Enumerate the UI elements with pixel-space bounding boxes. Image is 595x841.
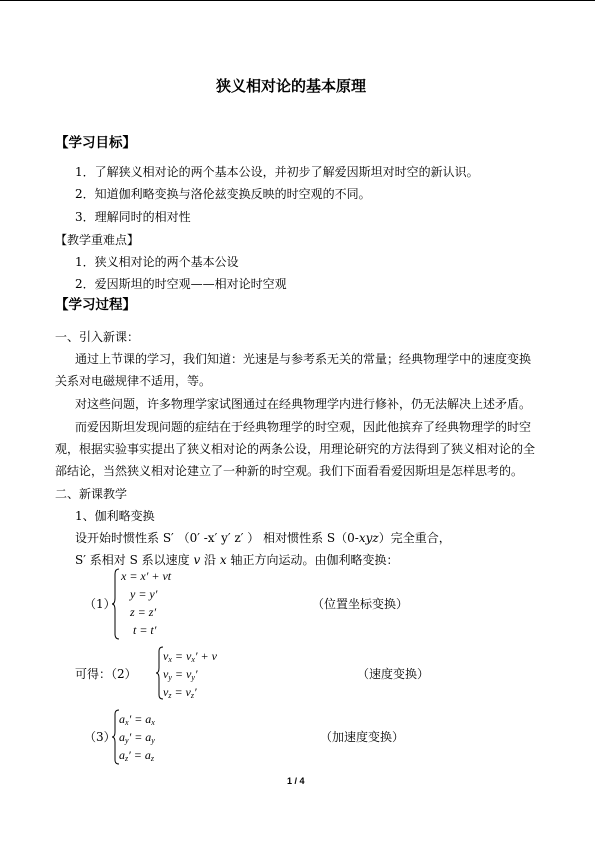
equation-line: $v_z = v_z'$ xyxy=(163,685,197,700)
intro-paragraph-line: 关系对电磁规律不适用，等。 xyxy=(55,374,212,388)
equation-line: z = z′ xyxy=(130,605,157,619)
equation-note: （速度变换） xyxy=(357,667,430,681)
equation-line: $v_x = v_x' + v$ xyxy=(163,649,217,664)
process-heading: 【学习过程】 xyxy=(55,297,136,313)
intro-paragraph-line: 通过上节课的学习，我们知道：光速是与参考系无关的常量；经典物理学中的速度变换 xyxy=(75,352,532,366)
page-title: 狭义相对论的基本原理 xyxy=(216,77,367,95)
goal-item: 2．知道伽利略变换与洛伦兹变换反映的时空观的不同。 xyxy=(75,187,371,201)
equation-line: y = y′ xyxy=(130,587,158,601)
equation-note: （位置坐标变换） xyxy=(312,597,409,611)
equation-label: （3） xyxy=(84,730,116,744)
equation-line: $a_z' = a_z$ xyxy=(119,748,154,763)
goal-item: 3．理解同时的相对性 xyxy=(75,210,191,224)
equation-line: $a_y' = a_y$ xyxy=(119,730,155,745)
equation-label: （1） xyxy=(84,597,116,611)
key-point-item: 2．爱因斯坦的时空观——相对论时空观 xyxy=(75,277,287,291)
intro-paragraph-line: 对这些问题，许多物理学家试图通过在经典物理学内进行修补，仍无法解决上述矛盾。 xyxy=(75,397,532,411)
top-rule xyxy=(0,0,595,1)
goals-heading: 【学习目标】 xyxy=(55,135,136,151)
intro-paragraph-line: 部结论，当然狭义相对论建立了一种新的时空观。我们下面看看爱因斯坦是怎样思考的。 xyxy=(55,464,524,478)
equation-label: 可得：（2） xyxy=(75,667,137,681)
page-number: 1 / 4 xyxy=(287,776,305,786)
new-lesson-heading: 二、新课教学 xyxy=(55,487,128,501)
galileo-setup-line: 设开始时惯性系 S′ （0′ -x′ y′ z′ ） 相对惯性系 S（0-xyz）完全重合， xyxy=(75,531,451,545)
intro-paragraph-line: 观，根据实验事实提出了狭义相对论的两条公设，用理论研究的方法得到了狭义相对论的全 xyxy=(55,442,536,456)
subsection-title: 1、伽利略变换 xyxy=(75,509,155,523)
equation-note: （加速度变换） xyxy=(320,730,405,744)
goal-item: 1．了解狭义相对论的两个基本公设，并初步了解爱因斯坦对时空的新认识。 xyxy=(75,165,479,179)
intro-paragraph-line: 而爱因斯坦发现问题的症结在于经典物理学的时空观，因此他摈弃了经典物理学的时空 xyxy=(75,420,532,434)
galileo-setup-line: S′ 系相对 S 系以速度 v 沿 x 轴正方向运动。由伽利略变换： xyxy=(75,553,399,567)
equation-line: $a_x' = a_x$ xyxy=(119,712,155,727)
key-point-item: 1．狭义相对论的两个基本公设 xyxy=(75,255,239,269)
left-brace-icon xyxy=(111,568,121,640)
equation-line: t = t′ xyxy=(133,623,157,637)
equation-line: x = x′ + vt xyxy=(121,569,172,583)
key-points-heading: 【教学重难点】 xyxy=(55,233,140,247)
intro-heading: 一、引入新课： xyxy=(55,330,140,344)
equation-line: $v_y = v_y'$ xyxy=(163,667,198,682)
